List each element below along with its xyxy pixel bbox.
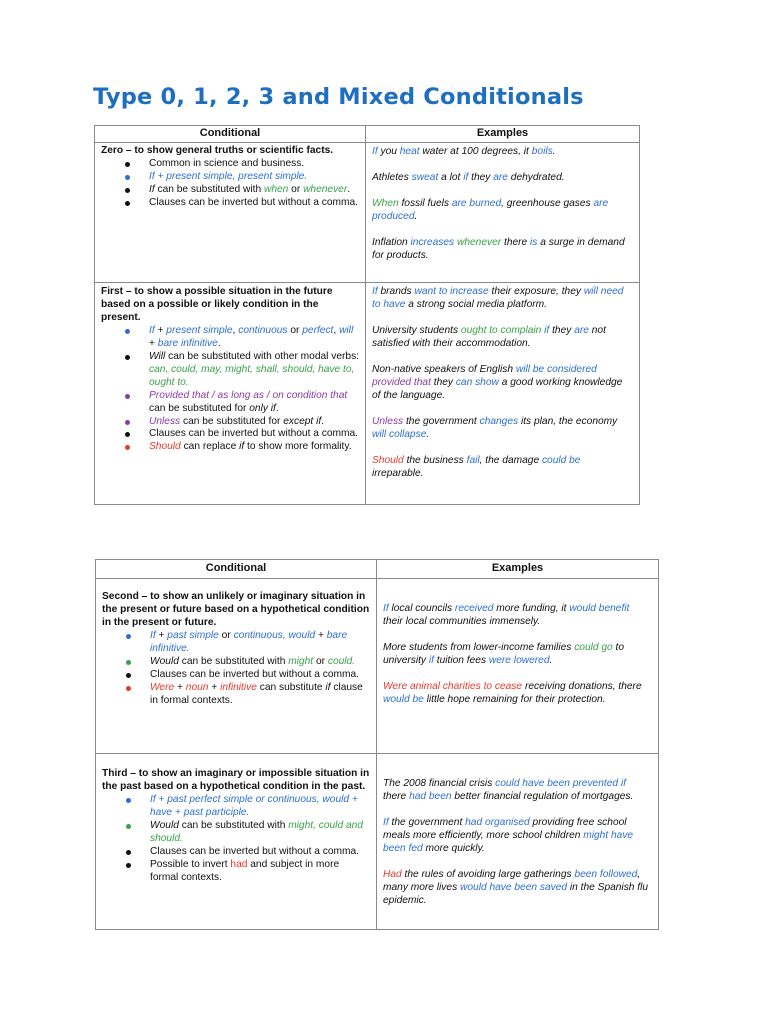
- example-sentence: [383, 642, 652, 668]
- bullet-item: [150, 669, 370, 682]
- text-segment: will collapse: [372, 428, 427, 440]
- text-segment: can replace: [180, 441, 240, 453]
- bullet-item: [150, 859, 370, 885]
- third-conditional-cell: [96, 753, 377, 929]
- text-segment: past simple: [167, 629, 219, 641]
- text-segment: can be substituted for: [180, 415, 284, 427]
- text-segment: water at 100 degrees, it: [419, 145, 532, 157]
- text-segment: whenever: [303, 183, 348, 195]
- text-segment: the business: [403, 454, 467, 466]
- text-segment: receiving donations, there: [522, 680, 642, 692]
- text-segment: can, could, may, might, shall, should, have to, ought to.: [149, 363, 355, 388]
- text-segment: +: [154, 324, 167, 336]
- table-header-row: [96, 560, 659, 579]
- text-segment: .: [426, 428, 430, 440]
- text-segment: if: [428, 654, 434, 666]
- example-sentence: [383, 869, 652, 908]
- text-segment: provided that: [372, 376, 431, 388]
- text-segment: to show more formality.: [244, 441, 352, 453]
- text-segment: would benefit: [569, 602, 630, 614]
- text-segment: there: [501, 236, 531, 248]
- text-segment: a lot: [438, 171, 464, 183]
- bullet-item: [150, 630, 370, 656]
- text-segment: were lowered: [488, 654, 550, 666]
- text-segment: tuition fees: [433, 654, 489, 666]
- text-segment: might, could and should.: [150, 819, 363, 844]
- text-segment: their local communities immensely.: [383, 615, 541, 627]
- third-examples-cell: [377, 753, 659, 929]
- example-sentence: [372, 455, 633, 481]
- text-segment: will be considered: [515, 363, 597, 375]
- text-segment: Clauses can be inverted but without a comma.: [149, 428, 358, 440]
- text-segment: present simple: [166, 324, 233, 336]
- text-segment: Would: [150, 819, 179, 831]
- text-segment: if: [325, 681, 331, 693]
- bullet-item: [149, 171, 359, 184]
- text-segment: could go: [574, 641, 613, 653]
- text-segment: only if: [249, 402, 276, 414]
- text-segment: noun: [185, 681, 209, 693]
- text-segment: received: [454, 602, 494, 614]
- text-segment: .: [549, 654, 553, 666]
- text-segment: If: [149, 183, 155, 195]
- table-row-first: [95, 282, 640, 504]
- text-segment: will need to have: [372, 285, 624, 310]
- text-segment: can be substituted with: [154, 183, 264, 195]
- bullet-item: [149, 390, 359, 416]
- text-segment: +: [155, 629, 168, 641]
- page-title: Type 0, 1, 2, 3 and Mixed Conditionals: [93, 84, 584, 110]
- text-segment: If + present simple, present simple.: [149, 170, 308, 182]
- header-examples: Examples: [377, 560, 659, 579]
- second-conditional-cell: [96, 578, 377, 753]
- table-row-second: [96, 578, 659, 753]
- text-segment: Non-native speakers of English: [372, 363, 516, 375]
- text-segment: fail: [466, 454, 480, 466]
- text-segment: the government: [403, 415, 480, 427]
- text-segment: ought to complain: [460, 324, 542, 336]
- text-segment: the rules of avoiding large gatherings: [401, 868, 575, 880]
- text-segment: ,: [333, 324, 340, 336]
- text-segment: changes: [479, 415, 519, 427]
- conditionals-table-second-third: [95, 559, 659, 930]
- text-segment: if: [239, 441, 245, 453]
- text-segment: heat: [399, 145, 420, 157]
- bullet-item: [149, 197, 359, 210]
- text-segment: can be substituted with: [178, 819, 289, 831]
- text-segment: can be substituted with: [178, 655, 289, 667]
- text-segment: +: [208, 681, 221, 693]
- text-segment: a surge in demand for products.: [372, 236, 625, 261]
- text-segment: increases: [410, 236, 455, 248]
- text-segment: .: [275, 402, 279, 414]
- text-segment: More students from lower-income families: [383, 641, 575, 653]
- text-segment: boils: [531, 145, 553, 157]
- text-segment: can show: [455, 376, 499, 388]
- zero-heading: Zero – to show general truths or scientific facts.: [101, 144, 334, 156]
- text-segment: Clauses can be inverted but without a comma.: [149, 196, 358, 208]
- text-segment: can be substituted with other modal verbs:: [165, 350, 359, 362]
- text-segment: if: [544, 324, 550, 336]
- text-segment: or: [218, 629, 234, 641]
- text-segment: you: [377, 145, 400, 157]
- text-segment: +: [174, 681, 186, 693]
- text-segment: Were: [150, 681, 175, 693]
- text-segment: continuous: [238, 324, 288, 336]
- text-segment: If: [150, 629, 156, 641]
- text-segment: If: [383, 816, 389, 828]
- first-examples-cell: [366, 282, 640, 504]
- text-segment: had: [230, 858, 248, 870]
- text-segment: or: [287, 324, 303, 336]
- text-segment: would have been saved: [460, 881, 568, 893]
- text-segment: If: [383, 602, 389, 614]
- text-segment: continuous, would: [233, 629, 316, 641]
- header-examples: Examples: [366, 126, 640, 143]
- text-segment: sweat: [411, 171, 439, 183]
- text-segment: .: [414, 210, 418, 222]
- text-segment: a good working knowledge of the language.: [372, 376, 623, 401]
- text-segment: local councils: [388, 602, 455, 614]
- text-segment: or: [313, 655, 328, 667]
- text-segment: bare infinitive.: [150, 629, 348, 654]
- zero-bullets: [101, 158, 359, 210]
- third-heading: Third – to show an imaginary or impossible situation in the past based on a hypothetical condition in the past.: [102, 767, 370, 792]
- bullet-item: [149, 325, 359, 351]
- text-segment: its plan, the economy: [518, 415, 618, 427]
- text-segment: could.: [327, 655, 356, 667]
- header-conditional: Conditional: [95, 126, 366, 143]
- bullet-item: [150, 820, 370, 846]
- text-segment: can substitute: [256, 681, 326, 693]
- text-segment: +: [315, 629, 327, 641]
- text-segment: are burned: [451, 197, 502, 209]
- bullet-item: [149, 441, 359, 454]
- text-segment: Clauses can be inverted but without a comma.: [150, 668, 359, 680]
- text-segment: When: [372, 197, 399, 209]
- text-segment: Should: [149, 441, 181, 453]
- text-segment: could have been prevented: [495, 777, 619, 789]
- text-segment: might have been fed: [383, 829, 634, 854]
- zero-conditional-cell: [95, 142, 366, 282]
- text-segment: a strong social media platform.: [405, 298, 547, 310]
- text-segment: could be: [541, 454, 581, 466]
- example-sentence: [383, 817, 652, 856]
- text-segment: clause in formal contexts.: [150, 681, 363, 706]
- text-segment: If: [372, 145, 378, 157]
- text-segment: when: [263, 183, 289, 195]
- example-sentence: [383, 778, 652, 804]
- example-sentence: [372, 325, 633, 351]
- conditionals-table-zero-first: [94, 125, 640, 505]
- text-segment: better financial regulation of mortgages.: [451, 790, 634, 802]
- text-segment: Should: [372, 454, 404, 466]
- text-segment: brands: [377, 285, 415, 297]
- text-segment: is: [530, 236, 538, 248]
- text-segment: there: [383, 790, 410, 802]
- text-segment: perfect: [302, 324, 334, 336]
- text-segment: providing free school meals more efficiently, more school children: [383, 816, 627, 841]
- text-segment: are: [574, 324, 589, 336]
- first-heading: First – to show a possible situation in the future based on a possible or likely condition in the present.: [101, 285, 333, 323]
- text-segment: .: [321, 415, 325, 427]
- bullet-item: [150, 846, 370, 859]
- bullet-item: [150, 682, 370, 708]
- text-segment: University students: [372, 324, 461, 336]
- text-segment: had organised: [465, 816, 530, 828]
- text-segment: .: [552, 145, 556, 157]
- text-segment: If: [149, 324, 155, 336]
- text-segment: the government: [388, 816, 466, 828]
- text-segment: are produced: [372, 197, 609, 222]
- text-segment: or: [288, 183, 304, 195]
- text-segment: +: [149, 337, 158, 349]
- text-segment: they: [430, 376, 456, 388]
- table-row-third: [96, 753, 659, 929]
- first-conditional-cell: [95, 282, 366, 504]
- bullet-item: [149, 158, 359, 171]
- text-segment: can be substituted for: [149, 402, 250, 414]
- text-segment: more quickly.: [422, 842, 485, 854]
- bullet-item: [149, 184, 359, 197]
- text-segment: except if: [283, 415, 322, 427]
- bullet-item: [149, 428, 359, 441]
- first-bullets: [101, 325, 359, 455]
- text-segment: dehydrated.: [507, 171, 565, 183]
- text-segment: Unless: [372, 415, 404, 427]
- text-segment: Were animal charities to cease: [383, 680, 523, 692]
- text-segment: , many more lives: [383, 868, 641, 893]
- text-segment: infinitive: [220, 681, 257, 693]
- text-segment: in the Spanish flu epidemic.: [383, 881, 649, 906]
- text-segment: fossil fuels: [398, 197, 452, 209]
- second-heading: Second – to show an unlikely or imaginary situation in the present or future based on a hypothetical condition in the present or future.: [102, 590, 370, 628]
- text-segment: and subject in more formal contexts.: [150, 858, 340, 883]
- text-segment: to university: [383, 641, 625, 666]
- text-segment: .: [347, 183, 351, 195]
- text-segment: Clauses can be inverted but without a comma.: [150, 845, 359, 857]
- table-row-zero: [95, 142, 640, 282]
- text-segment: The 2008 financial crisis: [383, 777, 496, 789]
- text-segment: are: [493, 171, 508, 183]
- bullet-item: [149, 351, 359, 390]
- text-segment: Athletes: [372, 171, 412, 183]
- example-sentence: [372, 286, 633, 312]
- text-segment: Would: [150, 655, 179, 667]
- text-segment: , the damage: [479, 454, 542, 466]
- text-segment: they: [468, 171, 494, 183]
- text-segment: ,: [232, 324, 239, 336]
- header-conditional: Conditional: [96, 560, 377, 579]
- text-segment: bare infinitive: [157, 337, 218, 349]
- table-header-row: [95, 126, 640, 143]
- text-segment: might: [288, 655, 314, 667]
- text-segment: they: [549, 324, 575, 336]
- example-sentence: [372, 172, 633, 185]
- text-segment: had been: [409, 790, 452, 802]
- text-segment: If: [372, 285, 378, 297]
- text-segment: been followed: [574, 868, 638, 880]
- text-segment: Provided that / as long as / on condition that: [149, 389, 348, 401]
- text-segment: more funding, it: [493, 602, 570, 614]
- text-segment: little hope remaining for their protection.: [423, 693, 606, 705]
- text-segment: want to increase: [414, 285, 489, 297]
- text-segment: not satisfied with their accommodation.: [372, 324, 606, 349]
- text-segment: irreparable.: [372, 467, 424, 479]
- text-segment: .: [217, 337, 221, 349]
- text-segment: , greenhouse gases: [501, 197, 594, 209]
- bullet-item: [150, 794, 370, 820]
- text-segment: would be: [383, 693, 424, 705]
- text-segment: their exposure, they: [488, 285, 584, 297]
- text-segment: will: [339, 324, 354, 336]
- bullet-item: [150, 656, 370, 669]
- example-sentence: [372, 198, 633, 224]
- zero-examples-cell: [366, 142, 640, 282]
- text-segment: if: [620, 777, 626, 789]
- example-sentence: [372, 416, 633, 442]
- text-segment: Possible to invert: [150, 858, 231, 870]
- text-segment: Common in science and business.: [149, 157, 305, 169]
- third-bullets: [102, 794, 370, 885]
- example-sentence: [372, 364, 633, 403]
- example-sentence: [372, 146, 633, 159]
- second-examples-cell: [377, 578, 659, 753]
- example-sentence: [383, 603, 652, 629]
- text-segment: Will: [149, 350, 166, 362]
- text-segment: If + past perfect simple or continuous, would + have + past participle.: [150, 793, 358, 818]
- example-sentence: [383, 681, 652, 707]
- text-segment: Had: [383, 868, 402, 880]
- example-sentence: [372, 237, 633, 263]
- text-segment: Unless: [149, 415, 181, 427]
- second-bullets: [102, 630, 370, 708]
- text-segment: Inflation: [372, 236, 411, 248]
- text-segment: whenever: [456, 236, 502, 248]
- text-segment: if: [463, 171, 469, 183]
- bullet-item: [149, 416, 359, 429]
